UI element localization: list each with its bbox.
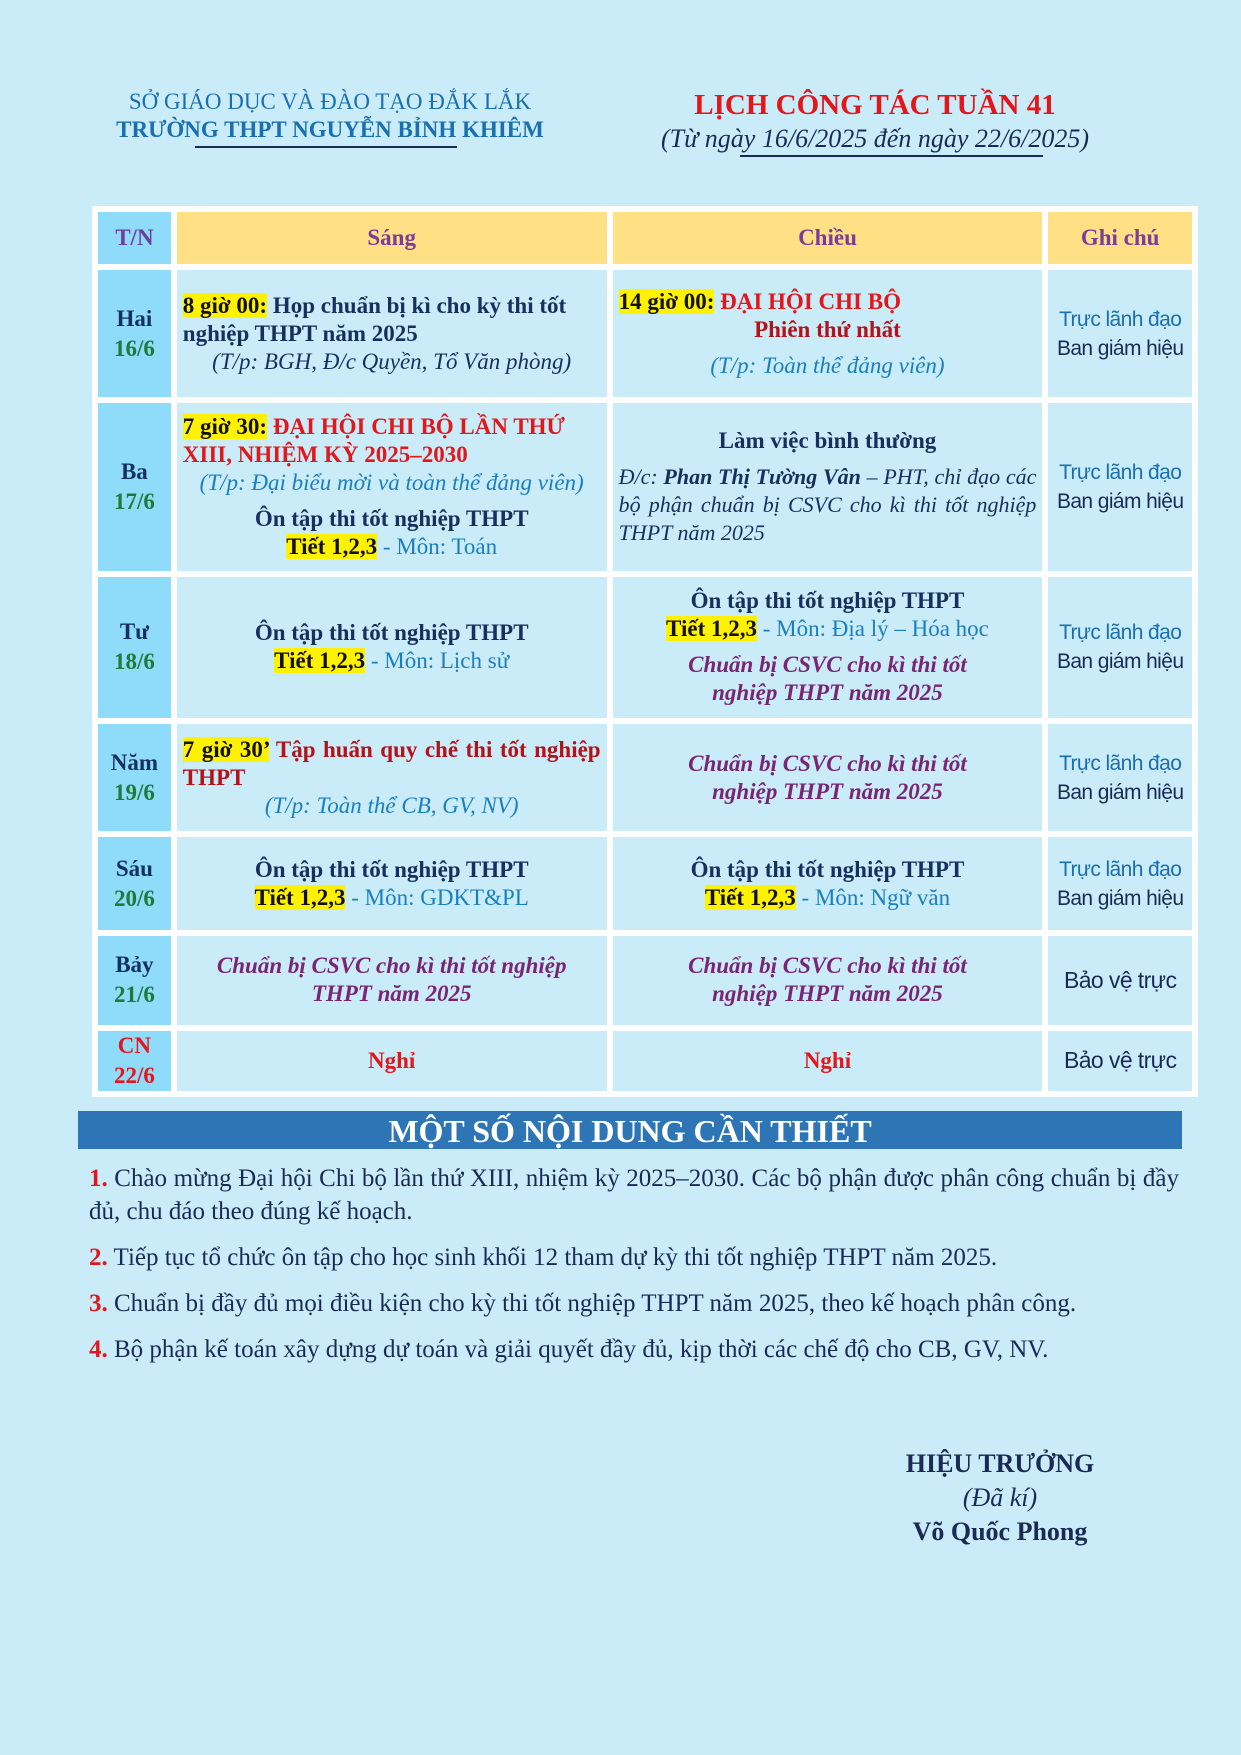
table-row (98, 1031, 1192, 1091)
note-line: Ban giám hiệu (1056, 650, 1184, 674)
participants: (T/p: Toàn thể đảng viên) (710, 352, 945, 378)
note-cell (1048, 270, 1192, 397)
notes-list (89, 1162, 1179, 1379)
off-text: Nghỉ (368, 1047, 416, 1073)
item-number: 4. (89, 1336, 108, 1363)
school-underline (195, 146, 457, 148)
period-highlight: Tiết 1,2,3 (254, 884, 346, 910)
day-date: 22/6 (113, 1062, 155, 1088)
note-line: Trực lãnh đạo (1059, 857, 1182, 881)
page-title: LỊCH CÔNG TÁC TUẦN 41 (694, 89, 1056, 121)
day-date: 16/6 (113, 335, 155, 361)
prep-text: Chuẩn bị CSVC cho kì thi tốt nghiệp THPT năm 2025 (216, 953, 567, 1007)
event-title: Tập huấn quy chế thi tốt nghiệp THPT (182, 736, 601, 790)
note-line: Trực lãnh đạo (1059, 751, 1182, 775)
afternoon-cell (613, 936, 1043, 1024)
date-range: (Từ ngày 16/6/2025 đến ngày 22/6/2025) (661, 124, 1089, 153)
off-text: Nghỉ (803, 1047, 852, 1073)
header-right (600, 88, 1150, 156)
day-cell (98, 837, 171, 930)
item-number: 1. (89, 1165, 108, 1192)
afternoon-cell (613, 403, 1043, 571)
col-header-afternoon: Chiều (613, 212, 1043, 264)
time-highlight: 8 giờ 00: (182, 292, 268, 318)
prep-text: Chuẩn bị CSVC cho kì thi tốt nghiệp THPT năm 2025 (688, 953, 967, 1007)
note-line: Ban giám hiệu (1056, 489, 1184, 513)
col-header-note: Ghi chú (1048, 212, 1192, 264)
review-title: Ôn tập thi tốt nghiệp THPT (254, 505, 529, 531)
review-title: Ôn tập thi tốt nghiệp THPT (690, 856, 965, 882)
list-item (89, 1162, 1179, 1228)
item-number: 3. (89, 1290, 108, 1317)
table-row (98, 270, 1192, 397)
day-name: Hai (116, 305, 153, 331)
subject-text: - Môn: GDKT&PL (345, 884, 529, 910)
review-title: Ôn tập thi tốt nghiệp THPT (254, 620, 529, 646)
note-cell (1048, 1031, 1192, 1091)
table-row (98, 403, 1192, 571)
event-text: Họp chuẩn bị kì cho kỳ thi tốt nghiệp THPT năm 2025 (182, 292, 567, 346)
item-text: Chuẩn bị đầy đủ mọi điều kiện cho kỳ thi tốt nghiệp THPT năm 2025, theo kế hoạch phân công. (107, 1290, 1077, 1317)
work-line: Làm việc bình thường (718, 427, 937, 453)
afternoon-cell (613, 837, 1043, 930)
morning-cell (177, 936, 607, 1024)
department-name: SỞ GIÁO DỤC VÀ ĐÀO TẠO ĐẮK LẮK (128, 89, 532, 114)
section-banner: MỘT SỐ NỘI DUNG CẦN THIẾT (78, 1111, 1182, 1149)
signer-name: Võ Quốc Phong (912, 1517, 1088, 1546)
schedule-table (92, 206, 1198, 1097)
period-highlight: Tiết 1,2,3 (274, 648, 366, 674)
time-highlight: 14 giờ 00: (618, 288, 715, 314)
time-highlight: 7 giờ 30: (182, 413, 268, 439)
participants: (T/p: Toàn thể CB, GV, NV) (264, 792, 519, 818)
prep-text: Chuẩn bị CSVC cho kì thi tốt nghiệp THPT năm 2025 (688, 750, 967, 804)
signature-block (860, 1447, 1140, 1549)
day-name: Năm (110, 749, 159, 775)
day-name: CN (117, 1032, 152, 1058)
day-date: 17/6 (113, 488, 155, 514)
morning-cell (177, 270, 607, 397)
participants: (T/p: BGH, Đ/c Quyền, Tổ Văn phòng) (212, 348, 572, 374)
subject-text: - Môn: Toán (377, 533, 498, 559)
day-name: Tư (119, 619, 149, 645)
period-highlight: Tiết 1,2,3 (666, 616, 757, 642)
signed-status: (Đã kí) (962, 1483, 1038, 1512)
table-row (98, 837, 1192, 930)
header-left (95, 88, 565, 144)
note-line: Trực lãnh đạo (1059, 621, 1182, 645)
subject-text: - Môn: Ngữ văn (795, 884, 951, 910)
participants: (T/p: Đại biểu mời và toàn thể đảng viên) (199, 469, 584, 495)
col-header-day: T/N (98, 212, 171, 264)
period-highlight: Tiết 1,2,3 (286, 533, 378, 559)
item-text: Chào mừng Đại hội Chi bộ lần thứ XIII, nhiệm kỳ 2025–2030. Các bộ phận được phân công chuẩn bị đầy đủ, chu đáo theo đúng kế hoạch. (89, 1165, 1179, 1225)
note-cell (1048, 837, 1192, 930)
morning-cell (177, 577, 607, 719)
day-cell (98, 270, 171, 397)
note-line: Ban giám hiệu (1056, 336, 1184, 360)
note-line: Trực lãnh đạo (1059, 460, 1182, 484)
day-cell (98, 577, 171, 719)
list-item (89, 1241, 1179, 1274)
day-name: Sáu (115, 855, 153, 881)
day-date: 21/6 (113, 982, 155, 1008)
note-line: Bảo vệ trực (1064, 966, 1177, 993)
subject-text: - Môn: Địa lý – Hóa học (756, 616, 989, 642)
event-title: ĐẠI HỘI CHI BỘ LẦN THỨ XIII, NHIỆM KỲ 2025–2030 (182, 413, 565, 467)
event-title: ĐẠI HỘI CHI BỘ (714, 288, 901, 314)
assignment-text (619, 463, 1037, 547)
note-cell (1048, 403, 1192, 571)
review-title: Ôn tập thi tốt nghiệp THPT (254, 856, 529, 882)
date-underline (740, 155, 1043, 157)
note-cell (1048, 577, 1192, 719)
item-number: 2. (89, 1244, 108, 1271)
morning-cell (177, 403, 607, 571)
note-cell (1048, 724, 1192, 831)
note-line: Bảo vệ trực (1064, 1047, 1177, 1074)
subject-text: - Môn: Lịch sử (365, 648, 510, 674)
prep-text: Chuẩn bị CSVC cho kì thi tốt nghiệp THPT năm 2025 (688, 652, 967, 706)
day-cell (98, 403, 171, 571)
afternoon-cell (613, 577, 1043, 719)
table-row (98, 724, 1192, 831)
note-line: Ban giám hiệu (1056, 886, 1184, 910)
event-subtitle: Phiên thứ nhất (754, 316, 901, 342)
assignment-rest: – PHT, chỉ đạo các bộ phận chuẩn bị CSVC cho kì thi tốt nghiệp THPT năm 2025 (618, 463, 1037, 545)
item-text: Tiếp tục tổ chức ôn tập cho học sinh khối 12 tham dự kỳ thi tốt nghiệp THPT năm 2025. (107, 1244, 998, 1271)
list-item (89, 1333, 1179, 1366)
assignment-prefix: Đ/c: (618, 463, 664, 489)
afternoon-cell (613, 270, 1043, 397)
afternoon-cell (613, 724, 1043, 831)
day-name: Bảy (115, 952, 154, 978)
note-line: Ban giám hiệu (1056, 780, 1184, 804)
item-text: Bộ phận kế toán xây dựng dự toán và giải quyết đầy đủ, kịp thời các chế độ cho CB, GV, NV. (107, 1336, 1049, 1363)
day-cell (98, 1031, 171, 1091)
day-name: Ba (120, 458, 148, 484)
table-header-row (98, 212, 1192, 264)
day-date: 20/6 (113, 885, 155, 911)
morning-cell (177, 724, 607, 831)
note-line: Trực lãnh đạo (1059, 307, 1182, 331)
morning-cell (177, 1031, 607, 1091)
list-item (89, 1287, 1179, 1320)
note-cell (1048, 936, 1192, 1024)
review-title: Ôn tập thi tốt nghiệp THPT (690, 588, 965, 614)
day-date: 19/6 (113, 779, 155, 805)
signer-title: HIỆU TRƯỞNG (905, 1449, 1095, 1478)
school-name: TRƯỜNG THPT NGUYỄN BỈNH KHIÊM (116, 117, 544, 142)
day-cell (98, 724, 171, 831)
table-row (98, 577, 1192, 719)
morning-cell (177, 837, 607, 930)
afternoon-cell (613, 1031, 1043, 1091)
time-highlight: 7 giờ 30’ (182, 736, 269, 762)
col-header-morning: Sáng (177, 212, 607, 264)
table-row (98, 936, 1192, 1024)
day-cell (98, 936, 171, 1024)
assignee-name: Phan Thị Tường Vân (663, 463, 861, 489)
day-date: 18/6 (113, 649, 155, 675)
period-highlight: Tiết 1,2,3 (704, 884, 796, 910)
